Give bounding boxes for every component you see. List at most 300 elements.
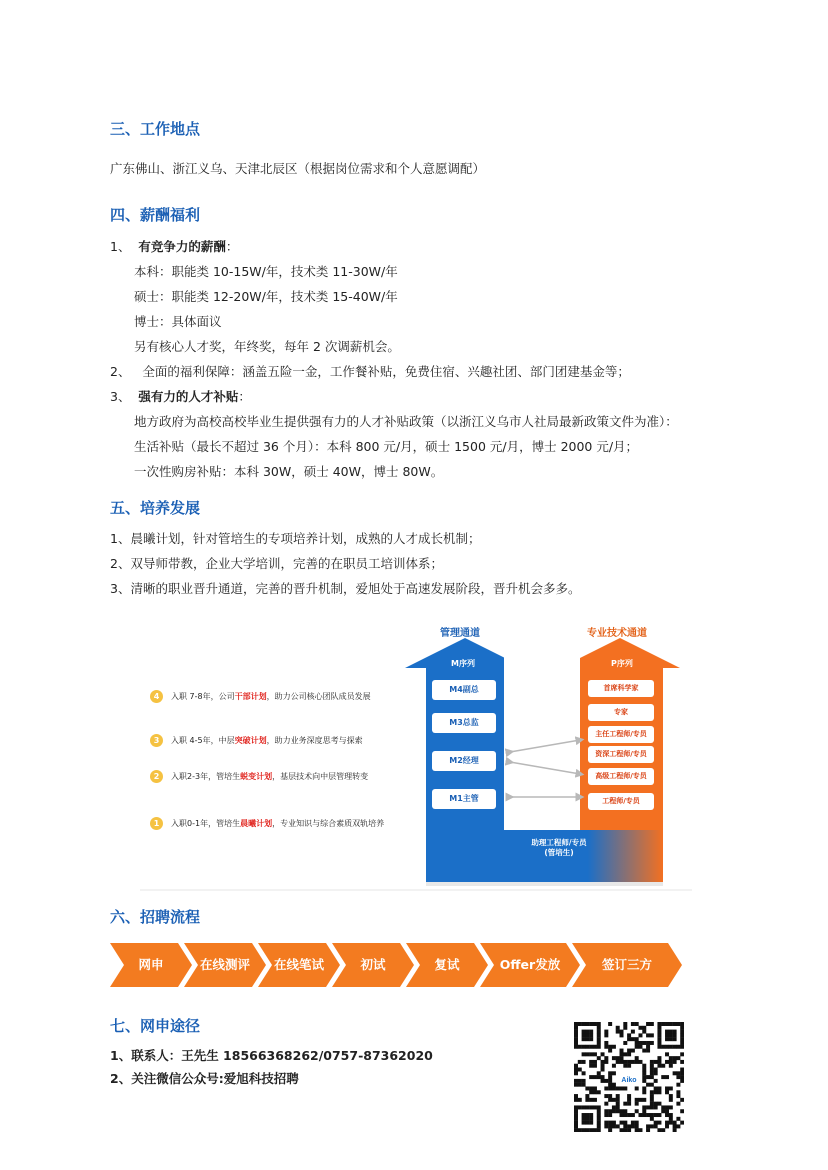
- qr-module: [650, 1033, 654, 1037]
- qr-module: [608, 1124, 612, 1128]
- qr-module: [627, 1060, 631, 1064]
- process-step-apply: [110, 943, 192, 987]
- qr-module: [638, 1033, 642, 1037]
- qr-module: [578, 1045, 582, 1049]
- qr-module: [635, 1037, 639, 1041]
- qr-module: [616, 1105, 620, 1109]
- qr-module: [612, 1056, 616, 1060]
- qr-module: [676, 1117, 680, 1121]
- qr-module: [627, 1052, 631, 1056]
- qr-module: [612, 1109, 616, 1113]
- qr-module: [673, 1056, 677, 1060]
- qr-module: [646, 1105, 650, 1109]
- qr-module: [593, 1045, 597, 1049]
- qr-module: [604, 1045, 608, 1049]
- qr-module: [657, 1056, 661, 1060]
- qr-module: [642, 1049, 646, 1053]
- qr-module: [623, 1102, 627, 1106]
- stage-number: 3: [150, 734, 163, 747]
- qr-module: [680, 1098, 684, 1102]
- qr-module: [593, 1022, 597, 1026]
- qr-module: [597, 1033, 601, 1037]
- item-number: 1、: [110, 239, 131, 254]
- qr-module: [574, 1109, 578, 1113]
- subsidy-line-policy: 地方政府为高校高校毕业生提供强有力的人才补贴政策（以浙江义乌市人社局最新政策文件为准）：: [134, 414, 678, 429]
- qr-module: [616, 1030, 620, 1034]
- qr-module: [574, 1071, 578, 1075]
- qr-module: [608, 1049, 612, 1053]
- qr-module: [589, 1090, 593, 1094]
- qr-module: [574, 1124, 578, 1128]
- qr-module: [676, 1090, 680, 1094]
- qr-module: [627, 1037, 631, 1041]
- qr-module: [676, 1102, 680, 1106]
- level-p-expert: 专家: [588, 704, 654, 721]
- qr-module: [642, 1064, 646, 1068]
- qr-module: [635, 1128, 639, 1132]
- qr-module: [589, 1128, 593, 1132]
- qr-module: [585, 1022, 589, 1026]
- qr-module: [589, 1105, 593, 1109]
- stage-number: 4: [150, 690, 163, 703]
- qr-module: [657, 1026, 661, 1030]
- stage-3: [150, 734, 363, 747]
- qr-module: [582, 1022, 586, 1026]
- step-label: 在线测评: [199, 957, 250, 972]
- qr-module: [616, 1109, 620, 1113]
- qr-module: [661, 1109, 665, 1113]
- qr-module: [631, 1121, 635, 1125]
- qr-module: [589, 1098, 593, 1102]
- qr-module: [676, 1045, 680, 1049]
- qr-module: [642, 1090, 646, 1094]
- qr-module: [650, 1064, 654, 1068]
- qr-module: [612, 1071, 616, 1075]
- qr-module: [661, 1022, 665, 1026]
- qr-module: [585, 1121, 589, 1125]
- qr-module: [585, 1052, 589, 1056]
- p-series-label: P序列: [611, 659, 633, 668]
- qr-module: [578, 1068, 582, 1072]
- qr-module: [657, 1045, 661, 1049]
- qr-module: [578, 1060, 582, 1064]
- qr-module: [638, 1098, 642, 1102]
- qr-code-image: [574, 1022, 684, 1132]
- qr-module: [657, 1033, 661, 1037]
- qr-module: [638, 1026, 642, 1030]
- stage-text: 入职0-1年，管培生: [171, 819, 241, 828]
- qr-module: [593, 1086, 597, 1090]
- compensation-item-2: [110, 364, 630, 380]
- qr-module: [620, 1030, 624, 1034]
- salary-line-master: 硕士：职能类 12-20W/年，技术类 15-40W/年: [134, 289, 398, 304]
- qr-module: [669, 1037, 673, 1041]
- qr-module: [650, 1075, 654, 1079]
- qr-module: [642, 1075, 646, 1079]
- qr-module: [654, 1124, 658, 1128]
- qr-module: [654, 1105, 658, 1109]
- qr-module: [604, 1109, 608, 1113]
- qr-module: [597, 1117, 601, 1121]
- qr-module: [673, 1045, 677, 1049]
- qr-module: [635, 1086, 639, 1090]
- qr-module: [620, 1060, 624, 1064]
- salary-line-phd: 博士：具体面议: [134, 314, 222, 329]
- qr-module: [623, 1022, 627, 1026]
- qr-module: [585, 1113, 589, 1117]
- qr-module: [642, 1098, 646, 1102]
- qr-module: [616, 1102, 620, 1106]
- qr-module: [646, 1083, 650, 1087]
- qr-module: [635, 1056, 639, 1060]
- qr-module: [601, 1064, 605, 1068]
- qr-module: [635, 1041, 639, 1045]
- qr-module: [654, 1121, 658, 1125]
- qr-module: [589, 1022, 593, 1026]
- qr-module: [676, 1094, 680, 1098]
- item-title: 强有力的人才补贴: [138, 389, 239, 404]
- qr-module: [665, 1033, 669, 1037]
- qr-module: [616, 1056, 620, 1060]
- qr-module: [646, 1049, 650, 1053]
- qr-module: [680, 1075, 684, 1079]
- qr-module: [574, 1045, 578, 1049]
- qr-module: [574, 1022, 578, 1026]
- qr-module: [616, 1098, 620, 1102]
- qr-module: [612, 1086, 616, 1090]
- qr-module: [597, 1075, 601, 1079]
- level-p-advanced-engineer: 高级工程师/专员: [588, 768, 654, 785]
- qr-module: [631, 1037, 635, 1041]
- stage-plan-name: 突破计划: [234, 736, 267, 745]
- qr-module: [642, 1086, 646, 1090]
- qr-module: [665, 1121, 669, 1125]
- qr-module: [680, 1071, 684, 1075]
- qr-module: [589, 1075, 593, 1079]
- wechat-qr-code[interactable]: [574, 1022, 684, 1132]
- qr-module: [601, 1060, 605, 1064]
- qr-module: [665, 1037, 669, 1041]
- qr-module: [631, 1049, 635, 1053]
- qr-module: [597, 1071, 601, 1075]
- qr-module: [680, 1109, 684, 1113]
- qr-module: [578, 1128, 582, 1132]
- item-text: 全面的福利保障：涵盖五险一金，工作餐补贴，免费住宿、兴趣社团、部门团建基金等；: [142, 364, 630, 379]
- qr-module: [612, 1124, 616, 1128]
- qr-module: [680, 1068, 684, 1072]
- salary-line-bachelor: 本科：职能类 10-15W/年，技术类 11-30W/年: [134, 264, 398, 279]
- qr-module: [669, 1086, 673, 1090]
- qr-module: [597, 1109, 601, 1113]
- qr-module: [574, 1037, 578, 1041]
- qr-module: [654, 1086, 658, 1090]
- qr-module: [578, 1079, 582, 1083]
- qr-module: [654, 1068, 658, 1072]
- item-number: 2、: [110, 364, 131, 379]
- qr-module: [578, 1098, 582, 1102]
- qr-module: [673, 1033, 677, 1037]
- qr-module: [673, 1071, 677, 1075]
- qr-module: [631, 1022, 635, 1026]
- qr-module: [623, 1109, 627, 1113]
- qr-module: [650, 1124, 654, 1128]
- qr-module: [642, 1026, 646, 1030]
- qr-module: [589, 1052, 593, 1056]
- qr-module: [627, 1124, 631, 1128]
- qr-module: [650, 1060, 654, 1064]
- qr-module: [665, 1086, 669, 1090]
- qr-module: [669, 1030, 673, 1034]
- qr-module: [676, 1022, 680, 1026]
- step-label: 签订三方: [601, 957, 652, 972]
- qr-module: [646, 1033, 650, 1037]
- qr-module: [589, 1113, 593, 1117]
- qr-module: [608, 1075, 612, 1079]
- step-label: 在线笔试: [273, 957, 324, 972]
- qr-module: [650, 1083, 654, 1087]
- qr-module: [608, 1128, 612, 1132]
- qr-module: [620, 1033, 624, 1037]
- qr-module: [608, 1121, 612, 1125]
- qr-module: [650, 1090, 654, 1094]
- qr-module: [665, 1105, 669, 1109]
- qr-module: [635, 1045, 639, 1049]
- qr-module: [585, 1033, 589, 1037]
- qr-module: [627, 1098, 631, 1102]
- qr-module: [638, 1041, 642, 1045]
- qr-module: [608, 1083, 612, 1087]
- qr-module: [574, 1094, 578, 1098]
- qr-module: [673, 1121, 677, 1125]
- qr-module: [665, 1022, 669, 1026]
- qr-module: [604, 1102, 608, 1106]
- qr-module: [680, 1045, 684, 1049]
- qr-module: [574, 1041, 578, 1045]
- qr-module: [646, 1124, 650, 1128]
- qr-module: [582, 1105, 586, 1109]
- stage-4: [150, 690, 371, 703]
- level-m2: M2经理: [432, 751, 496, 771]
- stage-plan-name: 蜕变计划: [240, 772, 273, 781]
- compensation-item-1: [110, 239, 238, 255]
- qr-module: [635, 1121, 639, 1125]
- qr-module: [589, 1064, 593, 1068]
- section-heading-compensation: 四、薪酬福利: [110, 206, 201, 224]
- qr-module: [597, 1113, 601, 1117]
- section-heading-recruitment-process: 六、招聘流程: [110, 908, 201, 926]
- qr-module: [597, 1037, 601, 1041]
- qr-module: [680, 1026, 684, 1030]
- qr-module: [582, 1083, 586, 1087]
- qr-module: [680, 1041, 684, 1045]
- qr-module: [665, 1113, 669, 1117]
- level-m4: M4副总: [432, 680, 496, 700]
- qr-module: [589, 1121, 593, 1125]
- stage-goal: ，专业知识与综合素质双轨培养: [272, 819, 385, 828]
- step-label: 初试: [360, 957, 386, 972]
- qr-module: [661, 1128, 665, 1132]
- qr-module: [593, 1052, 597, 1056]
- qr-module: [638, 1060, 642, 1064]
- qr-module: [657, 1086, 661, 1090]
- qr-module: [642, 1105, 646, 1109]
- qr-module: [574, 1117, 578, 1121]
- qr-module: [597, 1030, 601, 1034]
- qr-module: [650, 1105, 654, 1109]
- stage-plan-name: 干部计划: [234, 692, 267, 701]
- process-step-offer: [480, 943, 580, 987]
- qr-module: [665, 1052, 669, 1056]
- qr-module: [585, 1045, 589, 1049]
- qr-module: [657, 1030, 661, 1034]
- qr-module: [582, 1079, 586, 1083]
- qr-module: [582, 1117, 586, 1121]
- qr-module: [582, 1030, 586, 1034]
- qr-module: [582, 1071, 586, 1075]
- qr-module: [650, 1041, 654, 1045]
- tech-channel-title: 专业技术通道: [587, 628, 647, 639]
- qr-module: [601, 1068, 605, 1072]
- qr-module: [597, 1045, 601, 1049]
- qr-module: [593, 1090, 597, 1094]
- qr-module: [635, 1109, 639, 1113]
- qr-module: [620, 1086, 624, 1090]
- qr-module: [635, 1102, 639, 1106]
- qr-module: [631, 1124, 635, 1128]
- qr-module: [608, 1113, 612, 1117]
- qr-module: [673, 1124, 677, 1128]
- item-title: 有竞争力的薪酬: [138, 239, 226, 254]
- qr-module: [627, 1113, 631, 1117]
- qr-module: [661, 1064, 665, 1068]
- qr-module: [680, 1060, 684, 1064]
- qr-module: [616, 1086, 620, 1090]
- step-label: Offer发放: [499, 957, 561, 972]
- qr-module: [654, 1079, 658, 1083]
- qr-module: [616, 1060, 620, 1064]
- item-colon: ：: [225, 239, 239, 254]
- contact-line: 1、联系人：王先生 18566368262/0757-87362020: [110, 1048, 433, 1063]
- qr-module: [638, 1045, 642, 1049]
- qr-module: [574, 1128, 578, 1132]
- qr-module: [650, 1113, 654, 1117]
- qr-module: [680, 1030, 684, 1034]
- qr-module: [585, 1030, 589, 1034]
- qr-module: [657, 1022, 661, 1026]
- qr-module: [574, 1079, 578, 1083]
- qr-module: [665, 1124, 669, 1128]
- qr-module: [635, 1098, 639, 1102]
- qr-module: [676, 1083, 680, 1087]
- qr-module: [582, 1037, 586, 1041]
- qr-module: [631, 1060, 635, 1064]
- qr-module: [589, 1045, 593, 1049]
- qr-module: [593, 1060, 597, 1064]
- qr-module: [680, 1037, 684, 1041]
- salary-line-bonus: 另有核心人才奖，年终奖，每年 2 次调薪机会。: [134, 339, 400, 354]
- qr-module: [604, 1121, 608, 1125]
- qr-module: [657, 1090, 661, 1094]
- qr-module: [597, 1022, 601, 1026]
- process-step-second-interview: [406, 943, 488, 987]
- qr-module: [574, 1068, 578, 1072]
- qr-module: [657, 1121, 661, 1125]
- qr-module: [612, 1083, 616, 1087]
- qr-module: [646, 1075, 650, 1079]
- qr-module: [604, 1086, 608, 1090]
- qr-module: [661, 1045, 665, 1049]
- development-item-3: 3、清晰的职业晋升通道，完善的晋升机制，爱旭处于高速发展阶段，晋升机会多多。: [110, 581, 581, 596]
- qr-module: [608, 1094, 612, 1098]
- qr-module: [623, 1113, 627, 1117]
- qr-module: [604, 1033, 608, 1037]
- qr-module: [642, 1068, 646, 1072]
- qr-module: [604, 1094, 608, 1098]
- qr-module: [642, 1079, 646, 1083]
- qr-module: [574, 1098, 578, 1102]
- qr-module: [608, 1079, 612, 1083]
- work-location-text: 广东佛山、浙江义乌、天津北辰区（根据岗位需求和个人意愿调配）: [110, 161, 486, 176]
- qr-module: [589, 1060, 593, 1064]
- qr-module: [574, 1121, 578, 1125]
- development-item-1: 1、晨曦计划，针对管培生的专项培养计划，成熟的人才成长机制；: [110, 531, 481, 546]
- base-label-title: 助理工程师/专员: [531, 838, 587, 847]
- qr-module: [616, 1094, 620, 1098]
- qr-module: [673, 1128, 677, 1132]
- qr-module: [623, 1124, 627, 1128]
- qr-module: [623, 1026, 627, 1030]
- qr-module: [650, 1071, 654, 1075]
- base-label-sub: (管培生): [544, 848, 574, 857]
- qr-module: [616, 1124, 620, 1128]
- item-number: 3、: [110, 389, 131, 404]
- qr-module: [657, 1064, 661, 1068]
- qr-module: [676, 1071, 680, 1075]
- qr-module: [669, 1033, 673, 1037]
- qr-module: [597, 1128, 601, 1132]
- qr-module: [627, 1102, 631, 1106]
- qr-module: [673, 1037, 677, 1041]
- qr-module: [650, 1102, 654, 1106]
- qr-module: [680, 1033, 684, 1037]
- qr-module: [616, 1026, 620, 1030]
- qr-module: [665, 1090, 669, 1094]
- qr-module: [593, 1098, 597, 1102]
- qr-module: [623, 1060, 627, 1064]
- qr-module: [665, 1045, 669, 1049]
- qr-module: [578, 1022, 582, 1026]
- qr-module: [669, 1022, 673, 1026]
- section-heading-development: 五、培养发展: [110, 499, 201, 517]
- qr-module: [665, 1075, 669, 1079]
- process-step-sign-agreement: [572, 943, 682, 987]
- qr-module: [597, 1056, 601, 1060]
- qr-module: [676, 1124, 680, 1128]
- level-p-principal-engineer: 主任工程师/专员: [588, 726, 654, 743]
- qr-module: [673, 1030, 677, 1034]
- qr-module: [657, 1102, 661, 1106]
- qr-module: [657, 1041, 661, 1045]
- qr-module: [642, 1071, 646, 1075]
- qr-module: [574, 1030, 578, 1034]
- qr-module: [585, 1128, 589, 1132]
- qr-module: [582, 1052, 586, 1056]
- qr-module: [620, 1049, 624, 1053]
- qr-module: [620, 1128, 624, 1132]
- qr-module: [597, 1026, 601, 1030]
- qr-module: [589, 1037, 593, 1041]
- qr-module: [650, 1098, 654, 1102]
